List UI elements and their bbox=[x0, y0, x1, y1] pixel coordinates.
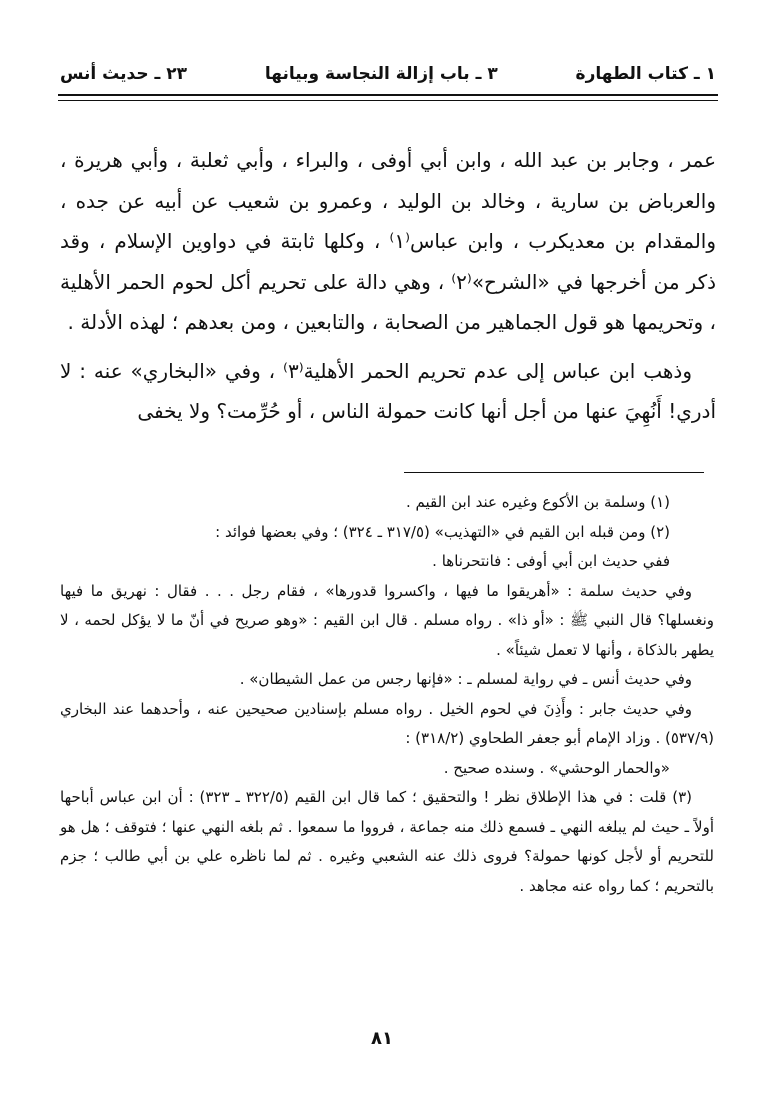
footnote-2-item: ففي حديث ابن أبي أوفى : فانتحرناها . bbox=[432, 552, 670, 570]
footnote-2-item: وفي حديث جابر : وأَذِنَ في لحوم الخيل . رواه مسلم بإسنادين صحيحين عنه ، وأحدهما عند البخاري (٥٣٧/٩) . وزاد الإمام أبو جعفر الطحاوي (٣١٨/٢) : bbox=[60, 699, 714, 747]
header-rule bbox=[58, 94, 718, 101]
footnote-2: (٢) ومن قبله ابن القيم في «التهذيب» (٣١٧/٥ ـ ٣٢٤) ؛ وفي بعضها فوائد : bbox=[215, 522, 670, 541]
paragraph: وذهب ابن عباس إلى عدم تحريم الحمر الأهلية⁽٣⁾ ، وفي «البخاري» عنه : لا أدري! أَنُهِيَ عنها من أجل أنها كانت حمولة الناس ، أو حُرِّمت؟ ولا يخفى bbox=[60, 358, 716, 423]
chapter-title: ٣ ـ باب إزالة النجاسة وبيانها bbox=[264, 64, 498, 84]
footnotes bbox=[60, 488, 714, 901]
footnote-separator bbox=[404, 472, 704, 473]
footnote-2-item: «والحمار الوحشي» . وسنده صحيح . bbox=[443, 758, 670, 777]
footnote-2-item: وفي حديث سلمة : «أهريقوا ما فيها ، واكسروا قدورها» ، فقام رجل . . . فقال : نهريق ما فيها ونغسلها؟ قال النبي ﷺ : «أو ذا» . رواه مسلم . قال ابن القيم : «وهو صريح في أنّ ما لا يؤكل لحمه ، لا يطهر بالذكاة ، وأنها لا تعمل شيئاً» . bbox=[60, 581, 714, 659]
footnote-3: (٣) قلت : في هذا الإطلاق نظر ! والتحقيق ؛ كما قال ابن القيم (٣٢٢/٥ ـ ٣٢٣) : أن ابن عباس أباحها أولاً ـ حيث لم يبلغه النهي ـ فسمع ذلك منه جماعة ، فرووا ما سمعوا . ثم بلغه النهي عنها ؛ فتوقف ؛ هل هو للتحريم أو لأجل كونها حمولة؟ فروى ذلك عنه الشعبي وغيره . ثم لما ناظره علي بن أبي طالب ؛ جزم بالتحريم ؛ كما رواه عنه مجاهد . bbox=[60, 788, 714, 895]
footnote-1: (١) وسلمة بن الأكوع وغيره عند ابن القيم . bbox=[405, 493, 670, 511]
running-head bbox=[60, 56, 716, 92]
page-number: ٨١ bbox=[371, 1028, 393, 1049]
paragraph: عمر ، وجابر بن عبد الله ، وابن أبي أوفى ، والبراء ، وأبي ثعلبة ، وأبي هريرة ، والعرباض بن سارية ، وخالد بن الوليد ، وعمرو بن شعيب عن أبيه عن جده ، والمقدام بن معديكرب ، وابن عباس⁽١⁾ ، وكلها ثابتة في دواوين الإسلام ، وقد ذكر من أخرجها في «الشرح»⁽٢⁾ ، وهي دالة على تحريم أكل لحوم الحمر الأهلية ، وتحريمها هو قول الجماهير من الصحابة ، والتابعين ، ومن بعدهم ؛ لهذه الأدلة . bbox=[60, 148, 717, 334]
main-text bbox=[60, 140, 716, 432]
footnote-2-item: وفي حديث أنس ـ في رواية لمسلم ـ : «فإنها رجس من عمل الشيطان» . bbox=[239, 670, 692, 688]
hadith-title: ٢٣ ـ حديث أنس bbox=[60, 64, 188, 84]
book-title: ١ ـ كتاب الطهارة bbox=[575, 64, 716, 84]
